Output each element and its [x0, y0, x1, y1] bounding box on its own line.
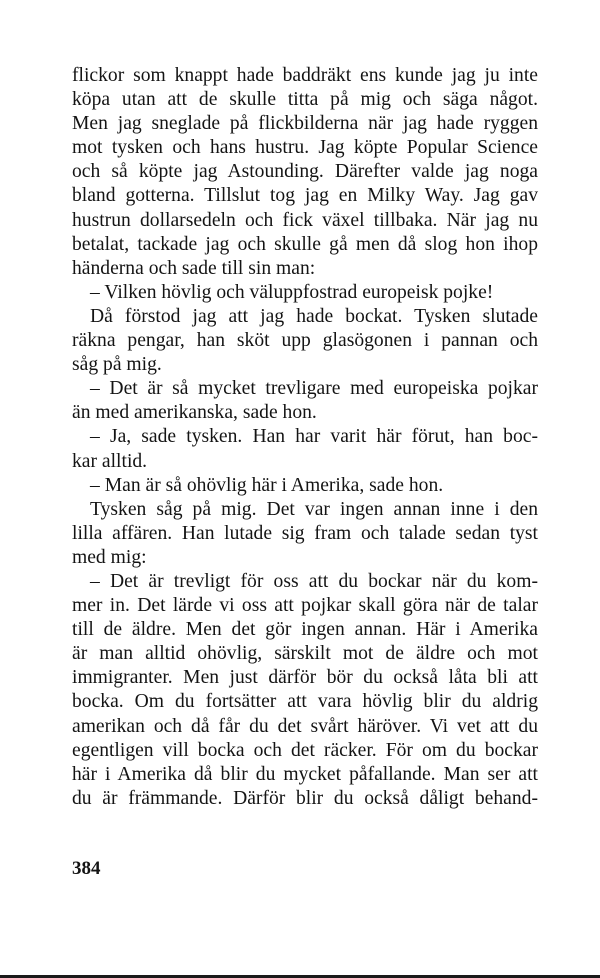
text-line: du är främmande. Därför blir du också dåligt behand-	[72, 787, 538, 809]
text-line: är man alltid ohövlig, särskilt mot de äldre och mot	[72, 643, 538, 665]
text-line: lilla affären. Han lutade sig fram och talade sedan tyst	[72, 522, 538, 544]
text-line: immigranter. Men just därför bör du också låta bli att	[72, 667, 538, 689]
text-line: amerikan och då får du det svårt häröver. Vi vet att du	[72, 715, 538, 737]
text-line: här i Amerika då blir du mycket påfallande. Man ser att	[72, 763, 538, 785]
text-line: bland gotterna. Tillslut tog jag en Milky Way. Jag gav	[72, 185, 538, 207]
text-line: egentligen vill bocka och det räcker. För om du bockar	[72, 739, 538, 761]
text-line: bocka. Om du fortsätter att vara hövlig blir du aldrig	[72, 691, 538, 713]
text-line: till de äldre. Men det gör ingen annan. Här i Amerika	[72, 619, 538, 641]
text-line: mer in. Det lärde vi oss att pojkar skall göra när de talar	[72, 595, 538, 617]
text-line: med mig:	[72, 546, 147, 568]
text-line: kar alltid.	[72, 450, 148, 472]
text-line: mot tysken och hans hustru. Jag köpte Popular Science	[72, 137, 538, 159]
page-number: 384	[72, 858, 101, 879]
text-line: flickor som knappt hade baddräkt ens kunde jag ju inte	[72, 65, 538, 86]
text-line: – Man är så ohövlig här i Amerika, sade hon.	[90, 474, 444, 496]
text-line: köpa utan att de skulle titta på mig och säga något.	[72, 89, 538, 111]
text-line: Men jag sneglade på flickbilderna när jag hade ryggen	[72, 113, 538, 135]
text-line: betalat, tackade jag och skulle gå men då slog hon ihop	[72, 233, 538, 255]
text-line: – Vilken hövlig och väluppfostrad europeisk pojke!	[90, 281, 494, 303]
body-text	[72, 64, 538, 811]
text-line: – Ja, sade tysken. Han har varit här förut, han boc-	[90, 426, 538, 448]
text-line: – Det är trevligt för oss att du bockar när du kom-	[90, 570, 538, 592]
text-line: Tysken såg på mig. Det var ingen annan inne i den	[90, 498, 538, 520]
text-line: hustrun dollarsedeln och fick växel tillbaka. När jag nu	[72, 209, 538, 231]
text-line: än med amerikanska, sade hon.	[72, 402, 317, 424]
text-line: såg på mig.	[72, 354, 162, 376]
text-line: och så köpte jag Astounding. Därefter valde jag noga	[72, 161, 538, 183]
text-line: räkna pengar, han sköt upp glasögonen i pannan och	[72, 330, 538, 352]
text-line: – Det är så mycket trevligare med europeiska pojkar	[90, 378, 538, 400]
text-line: Då förstod jag att jag hade bockat. Tysken slutade	[90, 305, 538, 327]
text-line: händerna och sade till sin man:	[72, 257, 316, 279]
